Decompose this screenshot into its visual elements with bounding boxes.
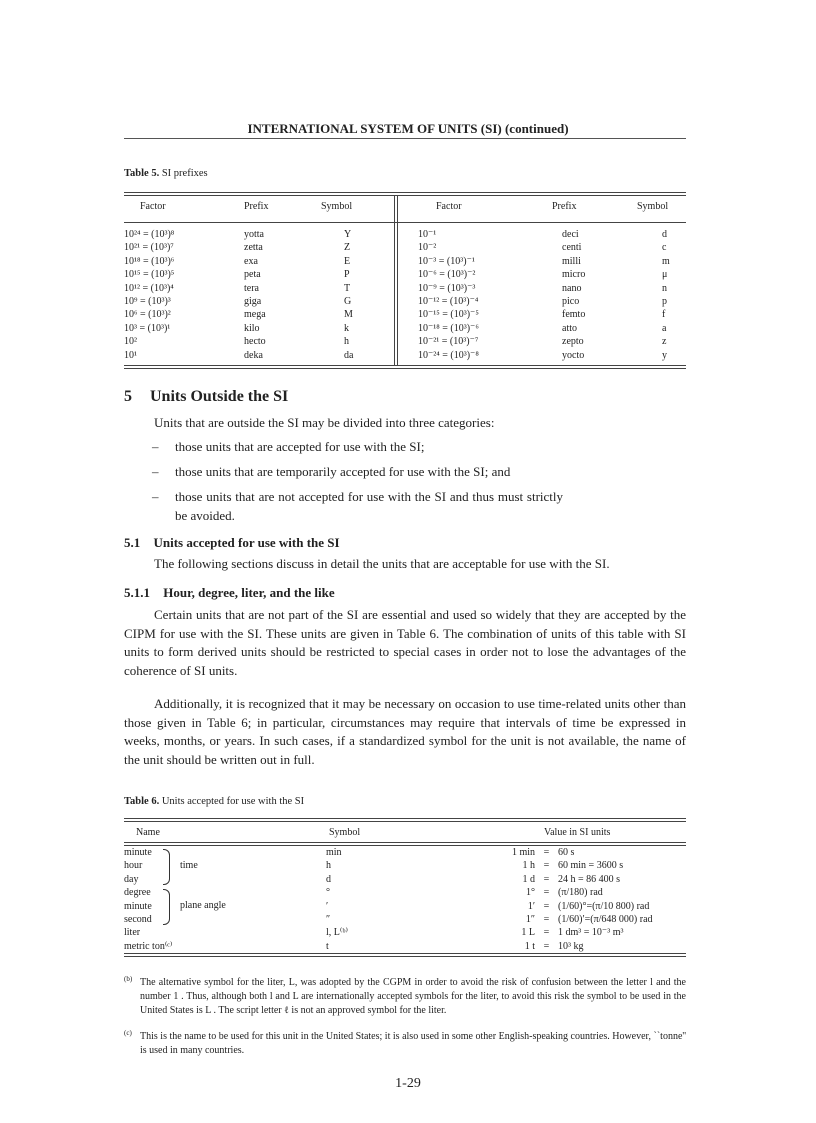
table5-header-factor-right: Factor [436, 201, 462, 212]
table5-row: 10²¹ = (10³)⁷ zetta Z [124, 242, 351, 254]
table-row: minute ′ 1′ = (1/60)°=(π/10 800) rad [124, 900, 650, 912]
angle-brace [163, 889, 170, 925]
table5-row: 10³ = (10³)¹ kilo k [124, 322, 349, 334]
bullet-mark: – [152, 439, 159, 454]
table5-row: 10¹⁸ = (10³)⁶ exa E [124, 255, 351, 267]
bullet-item: those units that are not accepted for use with the SI and thus must strictly be avoided. [175, 489, 563, 523]
header-rule [124, 138, 686, 139]
table5-header-prefix-right: Prefix [552, 201, 577, 212]
table5-row: 10⁻¹⁸ = (10³)⁻⁶ atto a [418, 322, 667, 334]
page-header-title: INTERNATIONAL SYSTEM OF UNITS (SI) (continued) [247, 121, 569, 136]
table5-divider [394, 195, 395, 365]
table6-caption-text: Units accepted for use with the SI [161, 796, 305, 807]
table5-row: 10⁻¹⁵ = (10³)⁻⁵ femto f [418, 309, 666, 321]
table5-row: 10⁹ = (10³)³ giga G [124, 296, 352, 308]
table-row: day d 1 d = 24 h = 86 400 s [124, 873, 621, 885]
section511-para2: Additionally, it is recognized that it may be necessary on occasion to use time-related units other than those given in Table 6; in particular, circumstances may require that intervals of time be expressed in weeks, months, or years. In such cases, if a standardized symbol for the unit is not available, the name of the unit should be written out in full. [124, 696, 686, 767]
table5-row: 10⁻²¹ = (10³)⁻⁷ zepto z [418, 336, 667, 348]
section511-title: Hour, degree, liter, and the like [163, 585, 335, 600]
table5-row: 10⁻²⁴ = (10³)⁻⁸ yocto y [418, 349, 667, 361]
table5-label: Table 5. [124, 168, 160, 179]
table5-right-body [418, 228, 686, 362]
table5-caption-text: SI prefixes [161, 168, 208, 179]
table6-caption [124, 796, 304, 807]
time-brace [163, 849, 170, 885]
footnote-c-mark: (c) [124, 1028, 132, 1037]
section511-number: 5.1.1 [124, 585, 150, 600]
table5-row: 10⁶ = (10³)² mega M [124, 309, 353, 321]
table5-row: 10⁻² centi c [418, 242, 667, 254]
page-number: 1-29 [395, 1076, 421, 1091]
table-row: second ″ 1″ = (1/60)′=(π/648 000) rad [124, 914, 653, 926]
section511-para1: Certain units that are not part of the SI are essential and used so widely that they are accepted by the CIPM for use with the SI. These units are given in Table 6. The combination of units of this table with SI units to form derived units should be restricted to special cases in order not to lose the advantages of the coherence of SI units. [124, 607, 686, 678]
section5-title: Units Outside the SI [150, 388, 289, 405]
table5-row: 10¹ deka da [124, 349, 354, 361]
table5-row: 10⁻⁹ = (10³)⁻³ nano n [418, 282, 667, 294]
table5-row: 10¹² = (10³)⁴ tera T [124, 282, 351, 294]
table5-header-factor-left: Factor [140, 201, 166, 212]
group-label-time: time [180, 860, 198, 871]
section51-number: 5.1 [124, 535, 141, 550]
table5-row: 10⁻³ = (10³)⁻¹ milli m [418, 255, 670, 267]
table-row: metric ton⁽ᶜ⁾ t 1 t = 10³ kg [124, 940, 584, 952]
group-label-angle: plane angle [180, 900, 226, 911]
table6-header-value: Value in SI units [544, 827, 611, 838]
table5-row: 10² hecto h [124, 336, 349, 348]
table5-row: 10⁻¹² = (10³)⁻⁴ pico p [418, 296, 667, 308]
bullet-mark: – [152, 489, 159, 504]
table5-header-symbol-left: Symbol [321, 201, 353, 212]
table-row: minute min 1 min = 60 s [124, 847, 575, 858]
table5-caption [124, 168, 208, 179]
section5-number: 5 [124, 388, 132, 405]
section511-heading [124, 585, 335, 601]
footnote-c-text: This is the name to be used for this unit in the United States; it is also used in some other English-speaking countries. However, ``tonne'' is used in many countries. [140, 1031, 686, 1056]
section5-heading [124, 388, 288, 406]
table-row: hour h 1 h = 60 min = 3600 s [124, 860, 624, 872]
table5-header-symbol-right: Symbol [637, 201, 669, 212]
section51-title: Units accepted for use with the SI [153, 535, 340, 550]
table6-label: Table 6. [124, 796, 160, 807]
section51-text: The following sections discuss in detail the units that are acceptable for use with the SI. [154, 556, 610, 571]
footnote-b-mark: (b) [124, 974, 133, 983]
bullet-item: those units that are accepted for use with the SI; [175, 439, 425, 454]
table5-row: 10⁻¹ deci d [418, 229, 667, 240]
table5-row: 10²⁴ = (10³)⁸ yotta Y [124, 229, 352, 240]
table5-left-body [124, 228, 394, 362]
table6-header-symbol: Symbol [329, 827, 361, 838]
table6-header-name: Name [136, 827, 160, 838]
bullet-mark: – [152, 464, 159, 479]
table5-row: 10¹⁵ = (10³)⁵ peta P [124, 269, 350, 281]
table-row: degree ° 1° = (π/180) rad [124, 887, 603, 899]
bullet-item: those units that are temporarily accepted for use with the SI; and [175, 464, 511, 479]
table5-row: 10⁻⁶ = (10³)⁻² micro μ [418, 269, 668, 281]
table5-header-prefix-left: Prefix [244, 201, 269, 212]
section5-intro: Units that are outside the SI may be divided into three categories: [154, 415, 495, 430]
footnote-b-text: The alternative symbol for the liter, L, was adopted by the CGPM in order to avoid the risk of confusion between the letter l and the number 1 . Thus, although both l and L are internationally accepted symbols for the liter, to avoid this risk the symbol to be used in the United States is L . The script letter ℓ is not an approved symbol for the liter. [140, 977, 686, 1016]
section51-heading [124, 535, 340, 551]
table-row: liter l, L⁽ᵇ⁾ 1 L = 1 dm³ = 10⁻³ m³ [124, 927, 624, 939]
